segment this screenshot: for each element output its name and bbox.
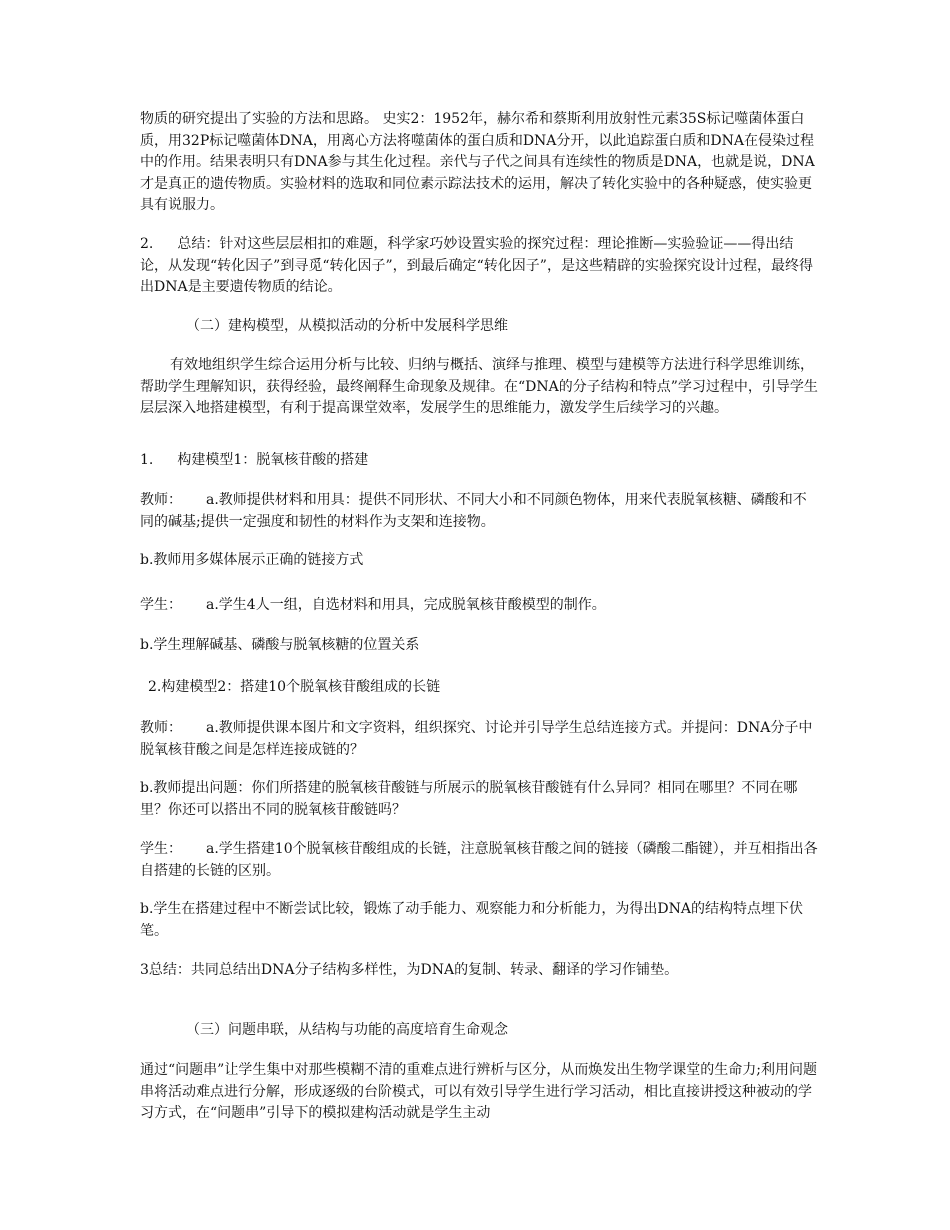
list-number: 2. bbox=[140, 236, 154, 252]
role-label: 教师： bbox=[140, 720, 182, 736]
paragraph-text: a.学生4人一组，自选材料和用具，完成脱氧核苷酸模型的制作。 bbox=[206, 597, 606, 613]
paragraph-text: a.学生搭建10个脱氧核苷酸组成的长链，注意脱氧核苷酸之间的链接（磷酸二酯键），并互相指出各自搭建的长链的区别。 bbox=[140, 841, 818, 879]
paragraph-text: 有效地组织学生综合运用分析与比较、归纳与概括、演绎与推理、模型与建模等方法进行科学思维训练，帮助学生理解知识，获得经验，最终阐释生命现象及规律。在“DNA的分子结构和特点”学习过程中，引导学生层层深入地搭建模型，有利于提高课堂效率，发展学生的思维能力，激发学生后续学习的兴趣。 bbox=[140, 357, 818, 416]
paragraph-summary-3 bbox=[140, 960, 820, 982]
paragraph-model-2 bbox=[140, 677, 820, 699]
role-label: 教师： bbox=[140, 492, 182, 508]
paragraph-text: 构建模型1：脱氧核苷酸的搭建 bbox=[177, 452, 369, 468]
paragraph-text: a.教师提供课本图片和文字资料，组织探究、讨论并引导学生总结连接方式。并提问：DNA分子中脱氧核苷酸之间是怎样连接成链的？ bbox=[140, 720, 813, 758]
heading-text: （二）建构模型，从模拟活动的分析中发展科学思维 bbox=[186, 318, 508, 334]
paragraph-teacher-b-2 bbox=[140, 778, 820, 821]
paragraph-text: 总结：针对这些层层相扣的难题，科学家巧妙设置实验的探究过程：理论推断—实验验证——得出结论，从发现“转化因子”到寻觅“转化因子”，到最后确定“转化因子”，是这些精辟的实验探究设计过程，最终得出DNA是主要遗传物质的结论。 bbox=[140, 236, 813, 295]
paragraph-text: a.教师提供材料和用具：提供不同形状、不同大小和不同颜色物体，用来代表脱氧核糖、磷酸和不同的碱基;提供一定强度和韧性的材料作为支架和连接物。 bbox=[140, 492, 807, 530]
paragraph-text: 3总结：共同总结出DNA分子结构多样性，为DNA的复制、转录、翻译的学习作铺垫。 bbox=[140, 962, 679, 978]
paragraph-question-chain bbox=[140, 1060, 820, 1125]
paragraph-student-a-2 bbox=[140, 839, 820, 882]
paragraph-text: 物质的研究提出了实验的方法和思路。 史实2：1952年，赫尔希和蔡斯利用放射性元素35S标记噬菌体蛋白质，用32P标记噬菌体DNA，用离心方法将噬菌体的蛋白质和DNA分开，以此追踪蛋白质和DNA在侵染过程中的作用。结果表明只有DNA参与其生化过程。亲代与子代之间具有连续性的物质是DNA，也就是说，DNA才是真正的遗传物质。实验材料的选取和同位素示踪法技术的运用，解决了转化实验中的各种疑惑，使实验更具有说服力。 bbox=[140, 111, 815, 213]
paragraph-teacher-b bbox=[140, 550, 820, 572]
paragraph-history-fact bbox=[140, 109, 820, 217]
paragraph-text: b.学生在搭建过程中不断尝试比较，锻炼了动手能力、观察能力和分析能力，为得出DNA的结构特点埋下伏笔。 bbox=[140, 901, 803, 939]
role-label: 学生： bbox=[140, 841, 182, 857]
paragraph-student-b bbox=[140, 635, 820, 657]
paragraph-model-intro bbox=[140, 355, 820, 420]
paragraph-student-b-2 bbox=[140, 899, 820, 942]
paragraph-model-1 bbox=[140, 450, 820, 472]
role-label: 学生： bbox=[140, 597, 182, 613]
list-number: 1. bbox=[140, 452, 154, 468]
section-heading-2 bbox=[140, 316, 820, 338]
paragraph-text: b.学生理解碱基、磷酸与脱氧核糖的位置关系 bbox=[140, 637, 420, 653]
paragraph-teacher-a-2 bbox=[140, 718, 820, 761]
paragraph-summary-1 bbox=[140, 234, 820, 299]
heading-text: （三）问题串联，从结构与功能的高度培育生命观念 bbox=[186, 1022, 508, 1038]
paragraph-text: b.教师提出问题：你们所搭建的脱氧核苷酸链与所展示的脱氧核苷酸链有什么异同？相同在哪里？不同在哪里？你还可以搭出不同的脱氧核苷酸链吗？ bbox=[140, 780, 798, 818]
paragraph-student-a bbox=[140, 595, 820, 617]
paragraph-teacher-a bbox=[140, 490, 820, 533]
paragraph-text: 通过“问题串”让学生集中对那些模糊不清的重难点进行辨析与区分，从而焕发出生物学课堂的生命力;利用问题串将活动难点进行分解，形成逐级的台阶模式，可以有效引导学生进行学习活动，相比直接讲授这种被动的学习方式，在“问题串”引导下的模拟建构活动就是学生主动 bbox=[140, 1062, 818, 1121]
paragraph-text: 2.构建模型2：搭建10个脱氧核苷酸组成的长链 bbox=[148, 679, 441, 695]
paragraph-text: b.教师用多媒体展示正确的链接方式 bbox=[140, 552, 364, 568]
section-heading-3 bbox=[140, 1020, 820, 1042]
